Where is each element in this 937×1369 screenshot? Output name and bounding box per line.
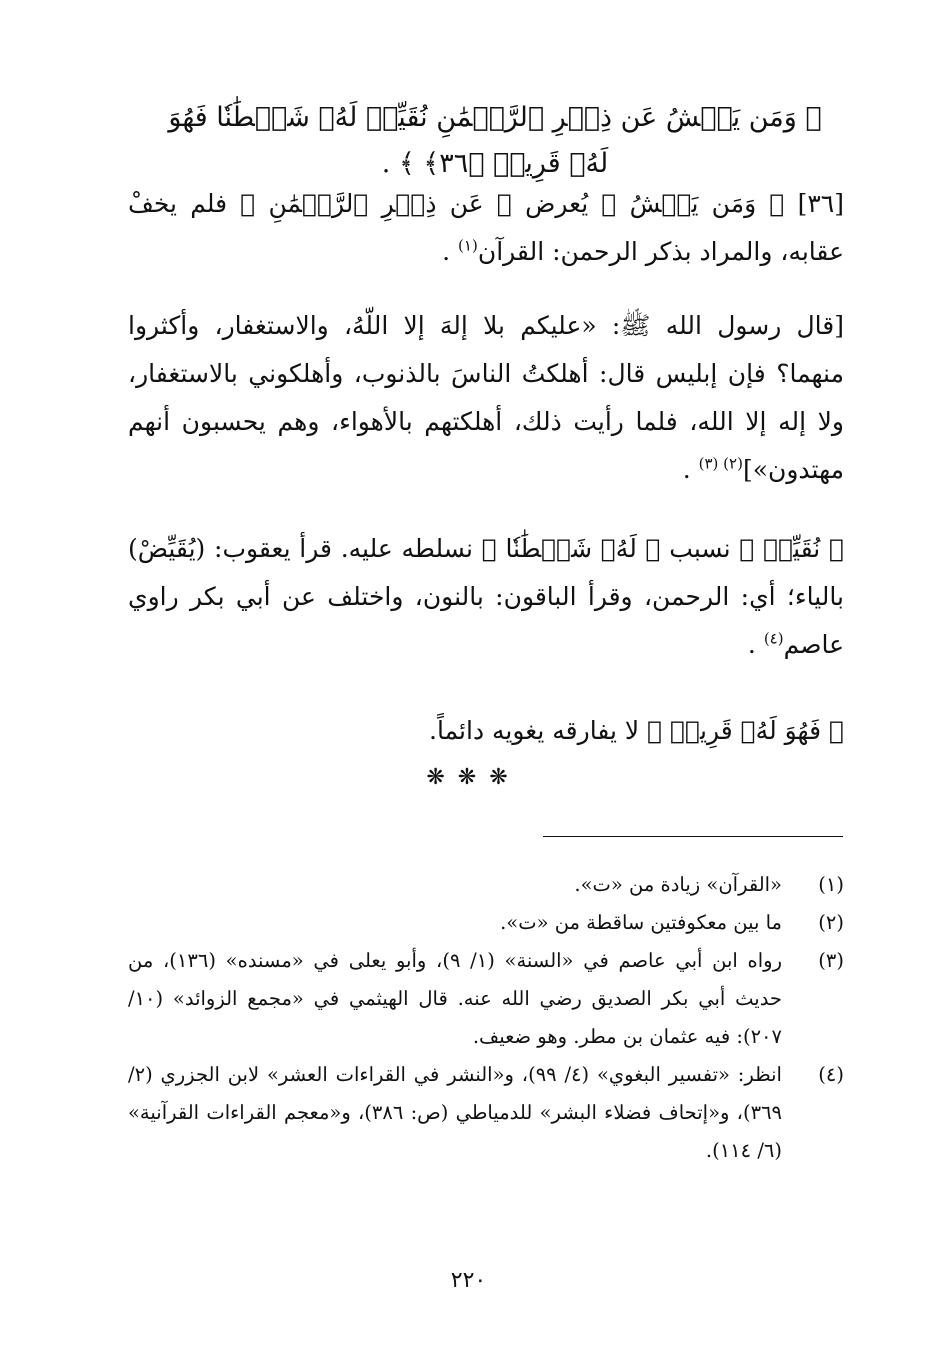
section-separator: ❋ ❋ ❋ bbox=[426, 765, 511, 790]
footnote-number: (٢) bbox=[818, 911, 844, 934]
footnote-text: ما بين معكوفتين ساقطة من «ت». bbox=[500, 911, 782, 934]
footnote-number: (١) bbox=[818, 873, 844, 896]
footnotes bbox=[128, 866, 844, 1170]
footnote-ref: (٢) (٣) bbox=[698, 454, 743, 473]
page-number: ٢٢٠ bbox=[450, 1268, 487, 1293]
footnote-item bbox=[128, 866, 844, 904]
quran-verse-heading: ﴿ وَمَن يَعۡشُ عَن ذِكۡرِ ٱلرَّحۡمَٰنِ نُقَيِّضۡ لَهُۥ شَيۡطَٰنٗا فَهُوَ لَهُۥ قَرِينٞ ﴿٣٦﴾ ﴾ . bbox=[168, 102, 822, 179]
footnote-item bbox=[128, 942, 844, 1056]
footnote-number: (٤) bbox=[818, 1063, 844, 1086]
commentary-paragraph-4: ﴿ فَهُوَ لَهُۥ قَرِينٞ ﴾ لا يفارقه يغويه دائماً. bbox=[429, 716, 844, 745]
commentary-paragraph-3 bbox=[128, 525, 844, 669]
footnote-item bbox=[128, 904, 844, 942]
footnote-ref: (١) bbox=[458, 236, 478, 255]
footnote-text: «القرآن» زيادة من «ت». bbox=[574, 873, 782, 896]
footnote-text: انظر: «تفسير البغوي» (٤/ ٩٩)، و«النشر في القراءات العشر» لابن الجزري (٢/ ٣٦٩)، و«إتحاف فضلاء البشر» للدمياطي (ص: ٣٨٦)، و«معجم القراءات القرآنية» (٦/ ١١٤). bbox=[128, 1063, 783, 1162]
footnote-text: رواه ابن أبي عاصم في «السنة» (١/ ٩)، وأبو يعلى في «مسنده» (١٣٦)، من حديث أبي بكر الصديق رضي الله عنه. قال الهيثمي في «مجمع الزوائد» (١٠/ ٢٠٧): فيه عثمان بن مطر. وهو ضعيف. bbox=[128, 949, 783, 1048]
commentary-paragraph-2 bbox=[128, 302, 844, 494]
commentary-text: [٣٦] ﴿ وَمَن يَعۡشُ ﴾ يُعرض ﴿ عَن ذِكۡرِ ٱلرَّحۡمَٰنِ ﴾ فلم يخفْ عقابه، والمراد بذكر الرحمن: القرآن bbox=[128, 189, 844, 266]
commentary-paragraph-1 bbox=[128, 180, 844, 276]
footnote-divider bbox=[543, 836, 843, 837]
footnote-item bbox=[128, 1056, 844, 1170]
sentence-end: . bbox=[442, 237, 451, 266]
hadith-text: [قال رسول الله ﷺ: «عليكم بلا إلهَ إلا اللّهُ، والاستغفار، وأكثروا منهما؟ فإن إبليس قال: أهلكتُ الناسَ بالذنوب، وأهلكوني بالاستغفار، ولا إله إلا الله، فلما رأيت ذلك، أهلكتهم بالأهواء، وهم يحسبون أنهم مهتدون»] bbox=[128, 311, 844, 484]
footnote-ref: (٤) bbox=[763, 629, 784, 648]
sentence-end: . bbox=[682, 455, 691, 484]
footnote-number: (٣) bbox=[818, 949, 844, 972]
sentence-end: . bbox=[747, 630, 756, 659]
commentary-text: ﴿ نُقَيِّضۡ ﴾ نسبب ﴿ لَهُۥ شَيۡطَٰنٗا ﴾ نسلطه عليه. قرأ يعقوب: (يُقَيِّضْ) بالياء؛ أي: الرحمن، وقرأ الباقون: بالنون، واختلف عن أبي بكر راوي عاصم bbox=[128, 534, 844, 659]
